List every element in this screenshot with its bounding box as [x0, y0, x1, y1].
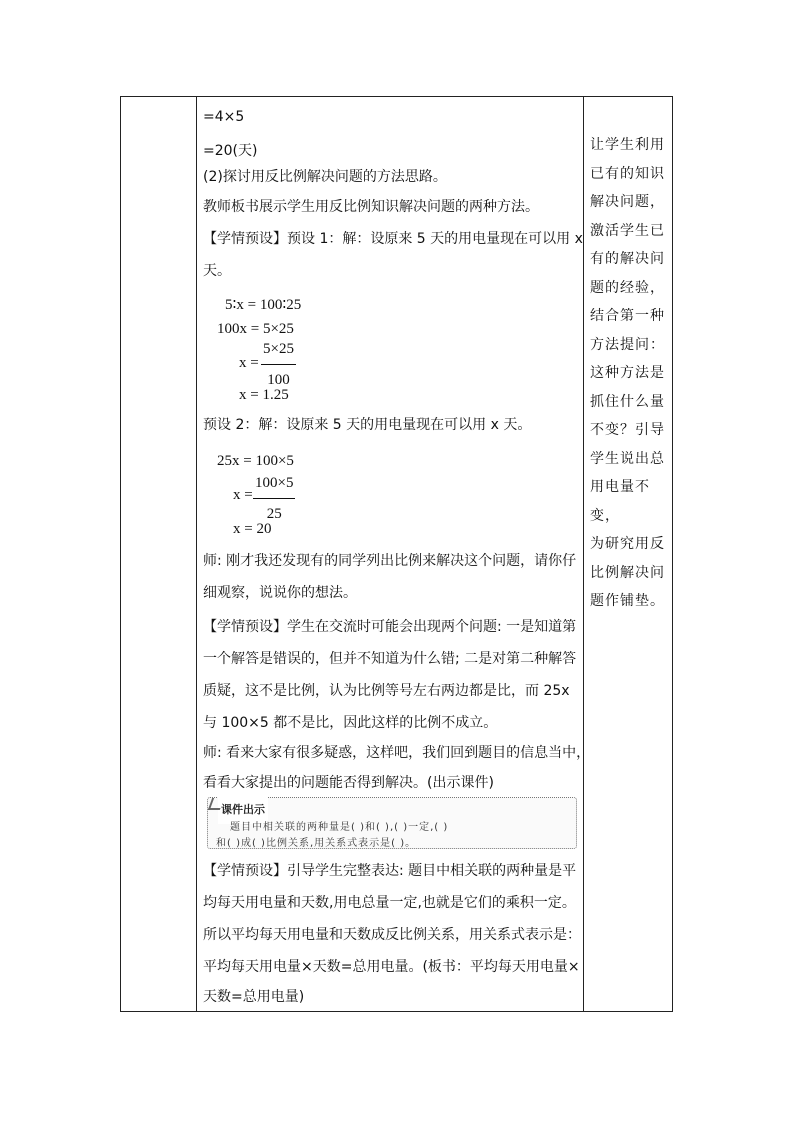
- lesson-table: [120, 96, 673, 1012]
- teacher-note: 教师板书展示学生用反比例知识解决问题的两种方法。: [203, 199, 539, 215]
- intent-line: 结合第一种: [590, 308, 665, 324]
- courseware-line-1: 题目中相关联的两种量是( )和( ),( )一定,( ): [230, 822, 449, 833]
- preset-3-line-4: 与 100×5 都不是比，因此这样的比例不成立。: [203, 715, 498, 731]
- intent-line: 题作铺垫。: [590, 593, 665, 609]
- courseware-line-2: 和( )成( )比例关系,用关系式表示是( )。: [216, 838, 417, 849]
- intent-line: 比例解决问: [590, 564, 665, 581]
- preset-1-line-1: 【学情预设】预设 1：解：设原来 5 天的用电量现在可以用 x: [203, 231, 583, 247]
- fraction-1-denominator: 100: [267, 372, 290, 388]
- intent-line: 让学生利用: [590, 137, 665, 153]
- equation-2c: x = 20: [233, 521, 272, 537]
- intent-line: 方法提问：: [590, 336, 665, 353]
- intent-line: 用电量不变，: [590, 479, 650, 524]
- section-heading: (2)探讨用反比例解决问题的方法思路。: [203, 169, 447, 185]
- intent-line: 有的解决问: [590, 251, 665, 267]
- preset-4-line-1: 【学情预设】引导学生完整表达: 题目中相关联的两种量是平: [203, 863, 577, 879]
- preset-3-line-3: 质疑，这不是比例，认为比例等号左右两边都是比，而 25x: [203, 683, 570, 699]
- preset-2: 预设 2：解：设原来 5 天的用电量现在可以用 x 天。: [203, 417, 532, 433]
- preset-4-line-2: 均每天用电量和天数,用电总量一定,也就是它们的乘积一定。: [203, 895, 576, 911]
- intent-line: 激活学生已: [590, 222, 665, 239]
- fraction-2-numerator: 100×5: [255, 475, 294, 491]
- intent-line: 题的经验，: [590, 279, 665, 296]
- intent-line: 解决问题，: [590, 194, 665, 210]
- fraction-2-denominator: 25: [266, 506, 282, 522]
- teacher-1-line-2: 细观察，说说你的想法。: [203, 585, 357, 601]
- teacher-2-line-1: 师: 看来大家有很多疑惑，这样吧，我们回到题目的信息当中，: [203, 745, 591, 761]
- preset-3-line-2: 一个解答是错误的，但并不知道为什么错; 二是对第二种解答: [203, 651, 577, 667]
- preset-4-line-3: 所以平均每天用电量和天数成反比例关系，用关系式表示是：: [203, 927, 581, 943]
- teacher-2-line-2: 看看大家提出的问题能否得到解决。(出示课件): [203, 775, 494, 791]
- preset-3-line-1: 【学情预设】学生在交流时可能会出现两个问题: 一是知道第: [203, 619, 577, 635]
- equation-2a: 25x = 100×5: [217, 453, 294, 469]
- calc-line: =4×5: [203, 109, 245, 125]
- column-divider-1: [196, 97, 197, 1011]
- preset-4-line-5: 天数=总用电量): [203, 989, 305, 1005]
- column-divider-2: [583, 97, 584, 1011]
- intent-line: 已有的知识: [590, 165, 665, 182]
- fraction-1-bar: [261, 364, 296, 365]
- calc-result: =20(天): [203, 143, 258, 159]
- intent-line: 学生说出总: [590, 450, 665, 467]
- intent-line: 为研究用反: [590, 536, 665, 552]
- equation-2b-lhs: x =: [233, 487, 253, 503]
- intent-line: 抓住什么量: [590, 393, 665, 410]
- intent-line: 不变？引导: [590, 422, 665, 438]
- preset-1-line-2: 天。: [203, 263, 231, 279]
- equation-1c-lhs: x =: [239, 355, 259, 371]
- fraction-1-numerator: 5×25: [263, 341, 294, 357]
- preset-4-line-4: 平均每天用电量×天数=总用电量。(板书：平均每天用电量×: [203, 959, 580, 975]
- teacher-1-line-1: 师: 刚才我还发现有的同学列出比例来解决这个问题，请你仔: [203, 553, 577, 569]
- design-intent-cell: [590, 131, 670, 616]
- equation-1d: x = 1.25: [239, 387, 289, 403]
- courseware-box: [207, 797, 577, 849]
- equation-1b: 100x = 5×25: [217, 321, 294, 337]
- intent-line: 这种方法是: [590, 365, 665, 381]
- fraction-2-bar: [253, 498, 295, 499]
- courseware-tag: 课件出示: [218, 796, 268, 824]
- equation-1a: 5∶x = 100∶25: [225, 297, 302, 313]
